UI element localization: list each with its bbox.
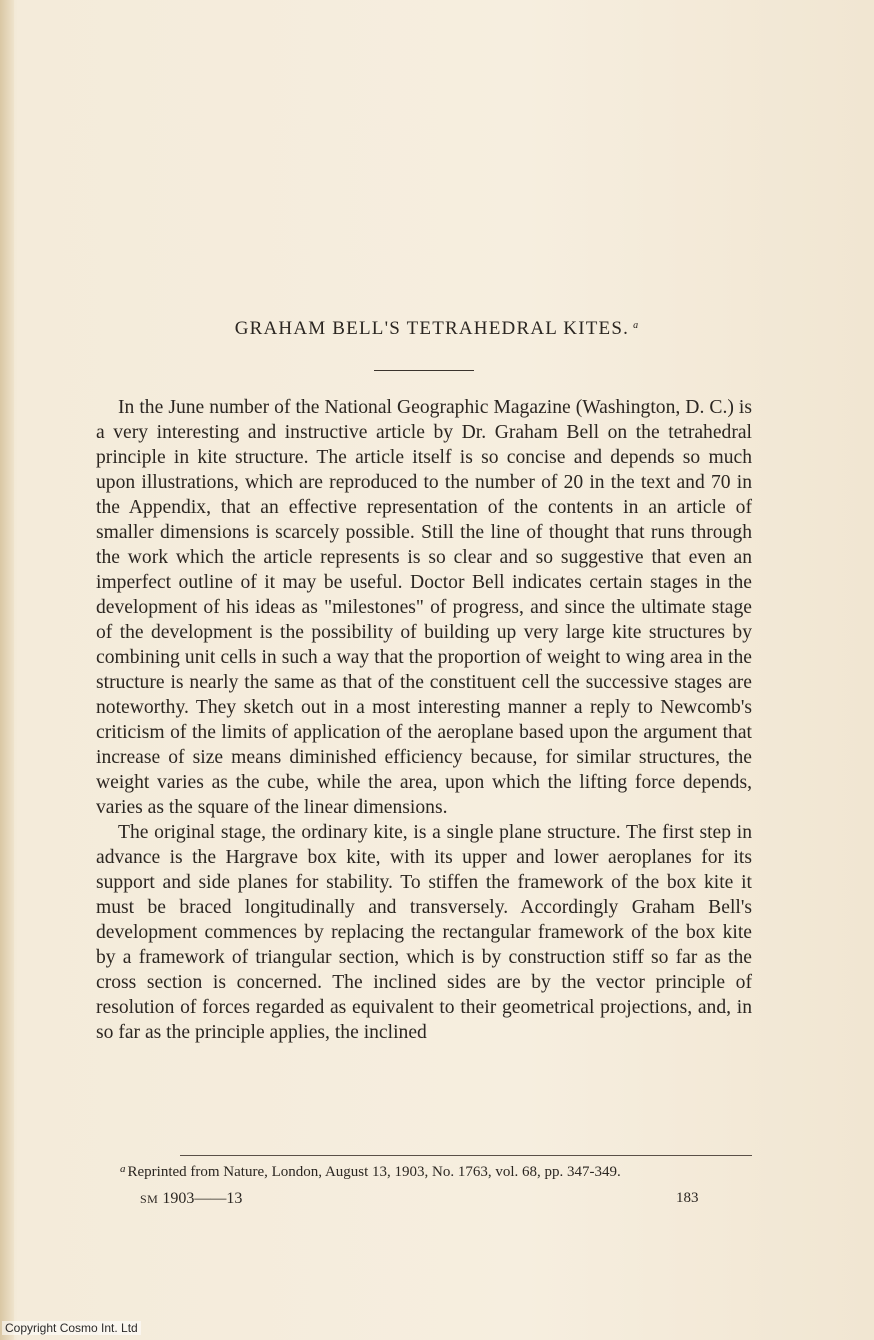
- signature-mark: [140, 1190, 242, 1208]
- footnote-divider: [180, 1155, 752, 1156]
- title-footnote-mark: a: [633, 320, 640, 331]
- page-number: 183: [676, 1190, 699, 1206]
- footnote: [120, 1159, 760, 1182]
- footnote-text: Reprinted from Nature, London, August 13, 1903, No. 1763, vol. 68, pp. 347-349.: [127, 1164, 621, 1180]
- article-title: [0, 318, 874, 340]
- signature-text: 1903——13: [162, 1190, 243, 1207]
- paragraph-1: In the June number of the National Geographic Magazine (Washington, D. C.) is a very interesting and instructive article by Dr. Graham Bell on the tetrahedral principle in kite structure. The article itself is so concise and depends so much upon illustrations, which are reproduced to the number of 20 in the text and 70 in the Appendix, that an effective representation of the contents in an article of smaller dimensions is scarcely possible. Still the line of thought that runs through the work which the article represents is so clear and so suggestive that even an imperfect outline of it may be useful. Doctor Bell indicates certain stages in the development of his ideas as "milestones" of progress, and since the ultimate stage of the development is the possibility of building up very large kite structures by combining unit cells in such a way that the proportion of weight to wing area in the structure is nearly the same as that of the constituent cell the successive stages are noteworthy. They sketch out in a most interesting manner a reply to Newcomb's criticism of the limits of application of the aeroplane based upon the argument that increase of size means diminished efficiency because, for similar structures, the weight varies as the cube, while the area, upon which the lifting force depends, varies as the square of the linear dimensions.: [96, 397, 752, 818]
- paragraph-2: The original stage, the ordinary kite, is a single plane structure. The first step in advance is the Hargrave box kite, with its upper and lower aeroplanes for its support and side planes for stability. To stiffen the framework of the box kite it must be braced longitudinally and transversely. Accordingly Graham Bell's development commences by replacing the rectangular framework of the box kite by a framework of triangular section, which is by construction stiff so far as the cross section is concerned. The inclined sides are by the vector principle of resolution of forces regarded as equivalent to their geometrical projections, and, in so far as the principle applies, the inclined: [96, 822, 752, 1043]
- title-divider: [374, 370, 474, 371]
- article-body: [96, 395, 752, 1045]
- page-binding-edge: [0, 0, 14, 1340]
- signature-prefix: SM: [140, 1192, 159, 1206]
- footnote-mark: a: [120, 1163, 126, 1175]
- copyright-watermark: Copyright Cosmo Int. Ltd: [2, 1321, 141, 1335]
- article-title-text: GRAHAM BELL'S TETRAHEDRAL KITES.: [234, 318, 630, 339]
